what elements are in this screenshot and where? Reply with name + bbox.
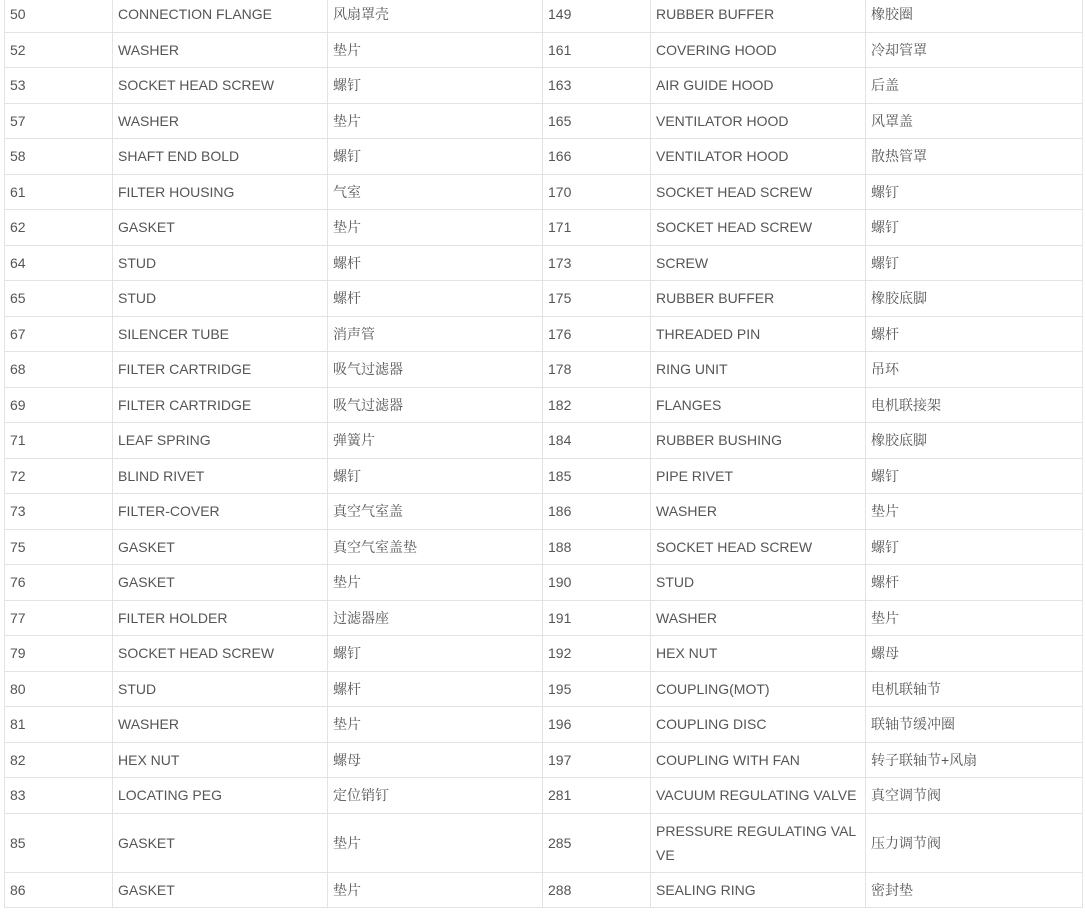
table-row (5, 494, 1083, 530)
part-name-cell: SHAFT END BOLD (113, 139, 328, 175)
part-number-cell: 65 (5, 281, 113, 317)
part-number-cell: 163 (543, 68, 651, 104)
part-name-cell: COUPLING WITH FAN (651, 742, 866, 778)
part-name-cell: WASHER (113, 32, 328, 68)
table-row (5, 174, 1083, 210)
table-row (5, 458, 1083, 494)
part-name-cell: BLIND RIVET (113, 458, 328, 494)
part-name-cn-cell: 螺钉 (866, 174, 1083, 210)
part-name-cell: GASKET (113, 872, 328, 908)
table-row (5, 281, 1083, 317)
part-name-cell: RUBBER BUFFER (651, 281, 866, 317)
part-name-cell: FILTER HOLDER (113, 600, 328, 636)
part-name-cell: CONNECTION FLANGE (113, 0, 328, 32)
part-name-cn-cell: 真空气室盖垫 (328, 529, 543, 565)
table-row (5, 778, 1083, 814)
part-number-cell: 149 (543, 0, 651, 32)
part-number-cell: 57 (5, 103, 113, 139)
part-number-cell: 68 (5, 352, 113, 388)
part-name-cn-cell: 螺杆 (328, 671, 543, 707)
part-name-cn-cell: 螺杆 (328, 245, 543, 281)
table-row (5, 529, 1083, 565)
part-name-cn-cell: 垫片 (328, 210, 543, 246)
part-name-cn-cell: 压力调节阀 (866, 813, 1083, 872)
part-number-cell: 61 (5, 174, 113, 210)
part-number-cell: 186 (543, 494, 651, 530)
part-number-cell: 58 (5, 139, 113, 175)
part-name-cn-cell: 吊环 (866, 352, 1083, 388)
part-number-cell: 176 (543, 316, 651, 352)
part-number-cell: 76 (5, 565, 113, 601)
table-row (5, 742, 1083, 778)
part-name-cn-cell: 吸气过滤器 (328, 387, 543, 423)
part-name-cn-cell: 气室 (328, 174, 543, 210)
part-name-cell: COVERING HOOD (651, 32, 866, 68)
parts-table-body (5, 0, 1083, 908)
part-name-cn-cell: 螺钉 (866, 245, 1083, 281)
table-row (5, 139, 1083, 175)
part-name-cn-cell: 垫片 (328, 872, 543, 908)
table-row (5, 316, 1083, 352)
part-number-cell: 69 (5, 387, 113, 423)
part-number-cell: 79 (5, 636, 113, 672)
part-number-cell: 67 (5, 316, 113, 352)
part-number-cell: 190 (543, 565, 651, 601)
part-name-cn-cell: 后盖 (866, 68, 1083, 104)
part-number-cell: 197 (543, 742, 651, 778)
part-name-cn-cell: 螺杆 (866, 565, 1083, 601)
table-row (5, 210, 1083, 246)
part-name-cell: FLANGES (651, 387, 866, 423)
part-name-cn-cell: 吸气过滤器 (328, 352, 543, 388)
part-number-cell: 170 (543, 174, 651, 210)
part-name-cell: FILTER CARTRIDGE (113, 387, 328, 423)
parts-table (4, 0, 1083, 908)
part-name-cn-cell: 电机联轴节 (866, 671, 1083, 707)
table-row (5, 32, 1083, 68)
part-name-cell: PIPE RIVET (651, 458, 866, 494)
part-number-cell: 191 (543, 600, 651, 636)
part-number-cell: 182 (543, 387, 651, 423)
part-name-cell: SOCKET HEAD SCREW (113, 636, 328, 672)
part-name-cn-cell: 电机联接架 (866, 387, 1083, 423)
part-number-cell: 85 (5, 813, 113, 872)
part-name-cell: GASKET (113, 210, 328, 246)
part-name-cell: SILENCER TUBE (113, 316, 328, 352)
table-row (5, 245, 1083, 281)
part-name-cn-cell: 过滤器座 (328, 600, 543, 636)
part-name-cell: VENTILATOR HOOD (651, 103, 866, 139)
part-name-cell: RING UNIT (651, 352, 866, 388)
part-number-cell: 62 (5, 210, 113, 246)
part-name-cell: WASHER (651, 494, 866, 530)
part-number-cell: 184 (543, 423, 651, 459)
part-name-cell: WASHER (113, 103, 328, 139)
part-name-cn-cell: 垫片 (328, 565, 543, 601)
part-name-cn-cell: 橡胶圈 (866, 0, 1083, 32)
part-name-cn-cell: 风罩盖 (866, 103, 1083, 139)
table-row (5, 671, 1083, 707)
part-name-cn-cell: 密封垫 (866, 872, 1083, 908)
part-number-cell: 52 (5, 32, 113, 68)
table-row (5, 68, 1083, 104)
part-number-cell: 83 (5, 778, 113, 814)
part-number-cell: 64 (5, 245, 113, 281)
table-row (5, 707, 1083, 743)
part-name-cn-cell: 垫片 (328, 707, 543, 743)
table-row (5, 872, 1083, 908)
part-name-cn-cell: 真空调节阀 (866, 778, 1083, 814)
part-name-cell: FILTER CARTRIDGE (113, 352, 328, 388)
table-row (5, 600, 1083, 636)
part-name-cn-cell: 弹簧片 (328, 423, 543, 459)
part-name-cn-cell: 消声管 (328, 316, 543, 352)
part-name-cell: FILTER HOUSING (113, 174, 328, 210)
part-name-cn-cell: 螺钉 (866, 529, 1083, 565)
part-name-cn-cell: 垫片 (328, 32, 543, 68)
part-name-cn-cell: 螺钉 (328, 139, 543, 175)
part-number-cell: 285 (543, 813, 651, 872)
part-name-cell: GASKET (113, 529, 328, 565)
table-row (5, 813, 1083, 872)
part-name-cell: HEX NUT (113, 742, 328, 778)
part-name-cell: PRESSURE REGULATING VALVE (651, 813, 866, 872)
part-name-cn-cell: 螺杆 (866, 316, 1083, 352)
part-name-cell: HEX NUT (651, 636, 866, 672)
part-number-cell: 75 (5, 529, 113, 565)
part-number-cell: 86 (5, 872, 113, 908)
part-name-cell: SOCKET HEAD SCREW (651, 174, 866, 210)
part-name-cn-cell: 转子联轴节+风扇 (866, 742, 1083, 778)
part-name-cell: WASHER (651, 600, 866, 636)
part-name-cn-cell: 螺母 (328, 742, 543, 778)
part-name-cell: RUBBER BUFFER (651, 0, 866, 32)
part-name-cell: SOCKET HEAD SCREW (651, 210, 866, 246)
part-name-cn-cell: 橡胶底脚 (866, 281, 1083, 317)
part-name-cn-cell: 螺母 (866, 636, 1083, 672)
part-name-cell: SOCKET HEAD SCREW (113, 68, 328, 104)
part-name-cn-cell: 垫片 (866, 600, 1083, 636)
part-number-cell: 281 (543, 778, 651, 814)
part-name-cn-cell: 螺杆 (328, 281, 543, 317)
part-name-cell: GASKET (113, 565, 328, 601)
part-name-cn-cell: 垫片 (328, 103, 543, 139)
part-name-cn-cell: 真空气室盖 (328, 494, 543, 530)
table-row (5, 0, 1083, 32)
part-name-cn-cell: 联轴节缓冲圈 (866, 707, 1083, 743)
part-name-cell: VENTILATOR HOOD (651, 139, 866, 175)
part-number-cell: 71 (5, 423, 113, 459)
part-number-cell: 77 (5, 600, 113, 636)
part-name-cn-cell: 螺钉 (328, 68, 543, 104)
part-number-cell: 171 (543, 210, 651, 246)
part-name-cell: LOCATING PEG (113, 778, 328, 814)
table-row (5, 352, 1083, 388)
part-number-cell: 82 (5, 742, 113, 778)
table-row (5, 387, 1083, 423)
part-name-cn-cell: 螺钉 (328, 636, 543, 672)
part-number-cell: 73 (5, 494, 113, 530)
part-number-cell: 175 (543, 281, 651, 317)
part-name-cell: STUD (113, 245, 328, 281)
part-number-cell: 188 (543, 529, 651, 565)
table-row (5, 636, 1083, 672)
part-name-cell: COUPLING(MOT) (651, 671, 866, 707)
part-number-cell: 178 (543, 352, 651, 388)
part-name-cell: WASHER (113, 707, 328, 743)
part-name-cell: FILTER-COVER (113, 494, 328, 530)
part-number-cell: 185 (543, 458, 651, 494)
part-name-cell: GASKET (113, 813, 328, 872)
part-name-cell: STUD (651, 565, 866, 601)
part-name-cell: SEALING RING (651, 872, 866, 908)
part-number-cell: 72 (5, 458, 113, 494)
part-number-cell: 50 (5, 0, 113, 32)
part-name-cn-cell: 垫片 (328, 813, 543, 872)
part-number-cell: 81 (5, 707, 113, 743)
part-name-cn-cell: 风扇罩壳 (328, 0, 543, 32)
part-number-cell: 192 (543, 636, 651, 672)
part-number-cell: 288 (543, 872, 651, 908)
part-name-cell: SOCKET HEAD SCREW (651, 529, 866, 565)
part-number-cell: 165 (543, 103, 651, 139)
part-name-cn-cell: 散热管罩 (866, 139, 1083, 175)
table-row (5, 565, 1083, 601)
part-number-cell: 166 (543, 139, 651, 175)
part-name-cell: STUD (113, 671, 328, 707)
part-name-cn-cell: 螺钉 (328, 458, 543, 494)
part-name-cell: AIR GUIDE HOOD (651, 68, 866, 104)
part-name-cn-cell: 橡胶底脚 (866, 423, 1083, 459)
part-name-cn-cell: 定位销钉 (328, 778, 543, 814)
part-name-cell: COUPLING DISC (651, 707, 866, 743)
part-number-cell: 53 (5, 68, 113, 104)
table-row (5, 423, 1083, 459)
part-name-cell: LEAF SPRING (113, 423, 328, 459)
part-name-cn-cell: 螺钉 (866, 458, 1083, 494)
part-number-cell: 195 (543, 671, 651, 707)
part-name-cell: THREADED PIN (651, 316, 866, 352)
part-name-cell: RUBBER BUSHING (651, 423, 866, 459)
part-name-cell: STUD (113, 281, 328, 317)
part-number-cell: 161 (543, 32, 651, 68)
part-name-cn-cell: 冷却管罩 (866, 32, 1083, 68)
part-number-cell: 173 (543, 245, 651, 281)
part-name-cn-cell: 螺钉 (866, 210, 1083, 246)
part-name-cell: SCREW (651, 245, 866, 281)
part-number-cell: 80 (5, 671, 113, 707)
part-number-cell: 196 (543, 707, 651, 743)
part-name-cell: VACUUM REGULATING VALVE (651, 778, 866, 814)
table-row (5, 103, 1083, 139)
part-name-cn-cell: 垫片 (866, 494, 1083, 530)
